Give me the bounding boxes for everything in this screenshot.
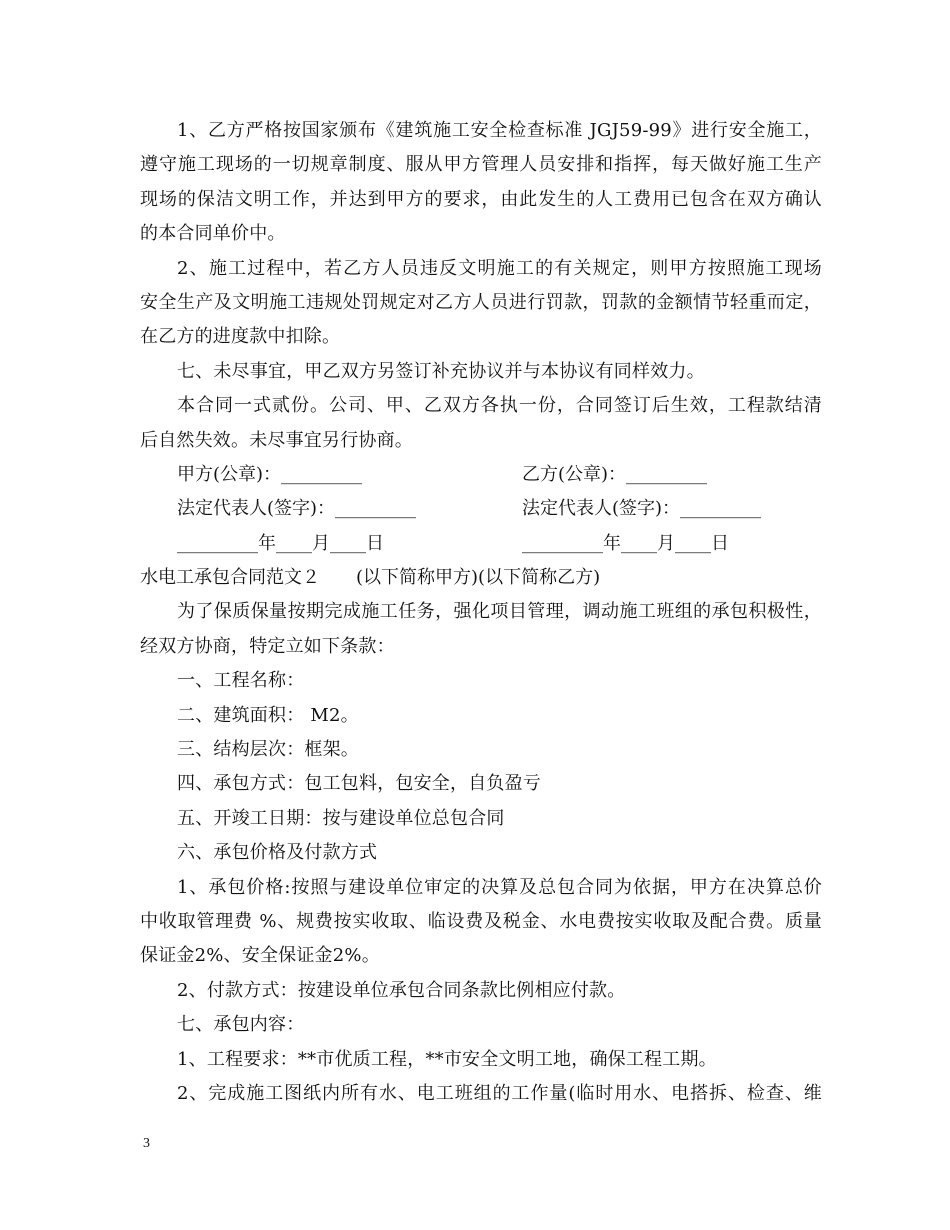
party-b-representative-field: 法定代表人(签字)：_________ (522, 498, 762, 520)
paragraph-line: 经双方协商，特定立如下条款： (140, 635, 395, 657)
paragraph-line: 本合同一式贰份。公司、甲、乙双方各执一份，合同签订后生效，工程款结清 (177, 395, 822, 417)
clause-line: 三、结构层次：框架。 (177, 739, 359, 761)
paragraph-line: 的本合同单价中。 (140, 223, 286, 245)
clause-line: 2、付款方式：按建设单位承包合同条款比例相应付款。 (177, 979, 626, 1001)
paragraph-line: 中收取管理费 %、规费按实收取、临设费及税金、水电费按实收取及配合费。质量 (140, 910, 822, 932)
clause-line: 四、承包方式：包工包料，包安全，自负盈亏 (177, 773, 541, 795)
paragraph-line: 保证金2%、安全保证金2%。 (140, 945, 380, 967)
clause-line: 2、完成施工图纸内所有水、电工班组的工作量(临时用水、电搭拆、检查、维 (177, 1082, 822, 1104)
party-a-date-field: _________年____月____日 (177, 532, 384, 554)
paragraph-line: 现场的保洁文明工作，并达到甲方的要求，由此发生的人工费用已包含在双方确认 (140, 188, 822, 210)
section-title (140, 561, 822, 595)
document-body (140, 114, 822, 1111)
section-title-main: 水电工承包合同范文２ (140, 567, 320, 589)
paragraph-line: 安全生产及文明施工违规处罚规定对乙方人员进行罚款，罚款的金额情节轻重而定， (140, 291, 822, 313)
clause-line: 1、工程要求：**市优质工程，**市安全文明工地，确保工程工期。 (177, 1048, 717, 1070)
signature-row (140, 458, 822, 492)
paragraph-line: 七、未尽事宜，甲乙双方另签订补充协议并与本协议有同样效力。 (177, 360, 705, 382)
party-b-date-field: _________年____月____日 (522, 532, 729, 554)
signature-row (140, 527, 822, 561)
clause-line: 五、开竣工日期：按与建设单位总包合同 (177, 807, 505, 829)
paragraph-line: 1、乙方严格按国家颁布《建筑施工安全检查标准 JGJ59-99》进行安全施工， (177, 120, 822, 141)
party-b-seal-field: 乙方(公章)：_________ (522, 463, 708, 485)
paragraph-line: 遵守施工现场的一切规章制度、服从甲方管理人员安排和指挥，每天做好施工生产 (140, 154, 822, 176)
signature-row (140, 492, 822, 526)
paragraph-line: 为了保质保量按期完成施工任务，强化项目管理，调动施工班组的承包积极性， (177, 601, 822, 623)
clause-line: 二、建筑面积： M2。 (177, 704, 359, 726)
party-a-representative-field: 法定代表人(签字)：_________ (177, 498, 417, 520)
clause-line: 六、承包价格及付款方式 (177, 842, 378, 864)
paragraph-line: 2、施工过程中，若乙方人员违反文明施工的有关规定，则甲方按照施工现场 (177, 257, 822, 279)
party-a-seal-field: 甲方(公章)：_________ (177, 463, 363, 485)
clause-line: 一、工程名称： (177, 670, 305, 692)
clause-line: 七、承包内容： (177, 1014, 305, 1036)
paragraph-line: 后自然失效。未尽事宜另行协商。 (140, 429, 413, 451)
paragraph-line: 1、承包价格:按照与建设单位审定的决算及总包合同为依据，甲方在决算总价 (177, 876, 822, 898)
paragraph-line: 在乙方的进度款中扣除。 (140, 326, 341, 348)
page-number: 3 (143, 1136, 150, 1151)
section-title-sub: (以下简称甲方)(以下简称乙方) (356, 567, 601, 589)
